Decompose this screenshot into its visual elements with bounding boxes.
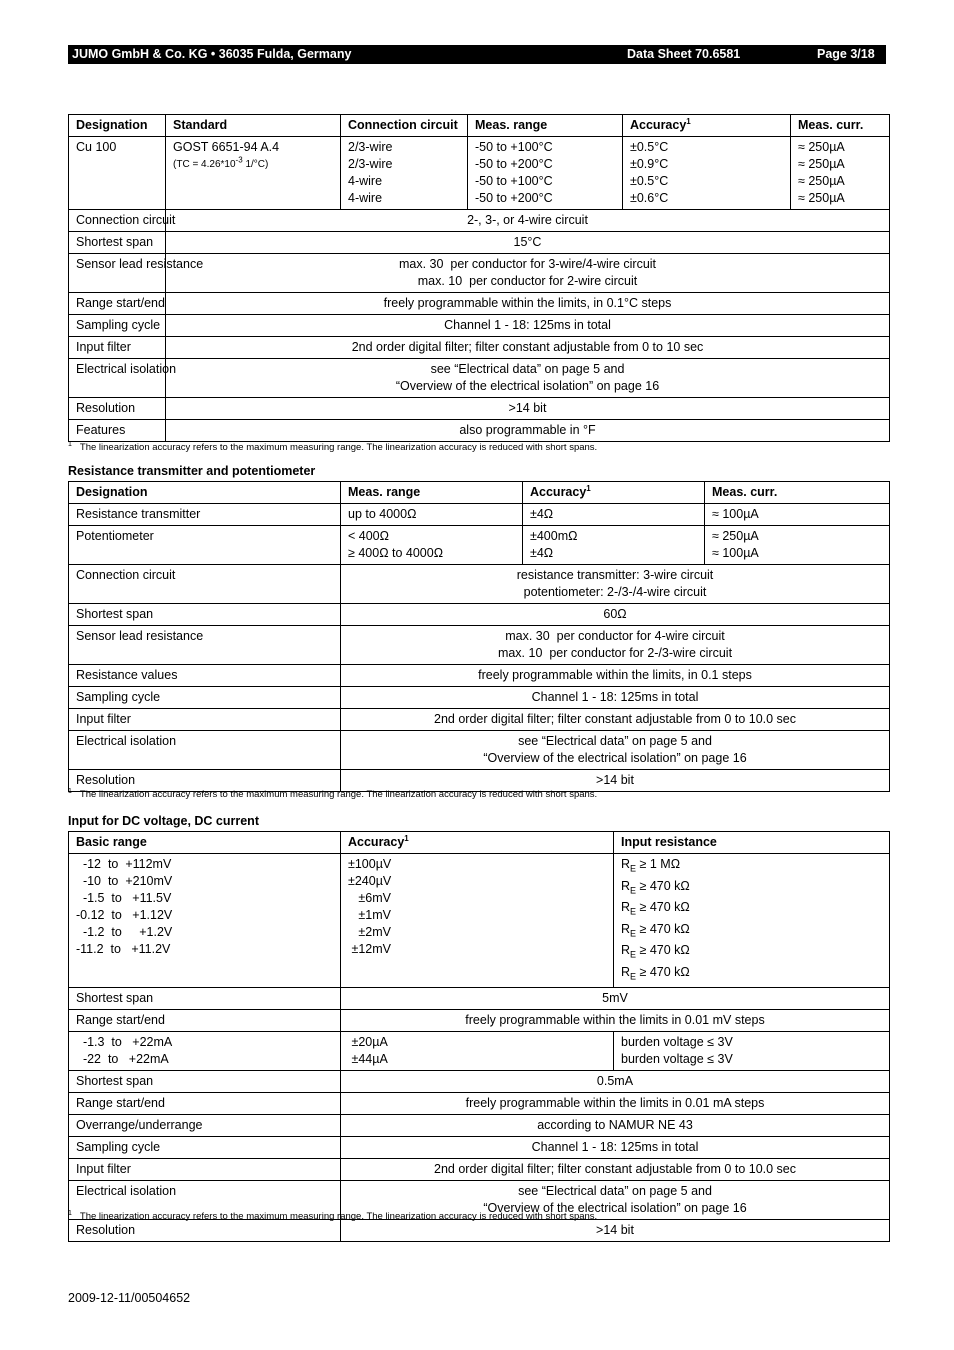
table-row [69, 398, 890, 420]
page-header [68, 45, 886, 64]
row-value: 60Ω [341, 604, 890, 626]
row-label: Sampling cycle [69, 315, 166, 337]
range-cell: -50 to +100°C -50 to +200°C -50 to +100°C -50 to +200°C [468, 137, 623, 210]
row-value: according to NAMUR NE 43 [341, 1115, 890, 1137]
footnote-mark: 1 [68, 440, 72, 448]
table-row [69, 988, 890, 1010]
page-number: Page 3/18 [817, 47, 875, 61]
row-value: >14 bit [341, 1220, 890, 1242]
col-designation: Designation [69, 482, 341, 504]
row-value: resistance transmitter: 3-wire circuit potentiometer: 2-/3-/4-wire circuit [341, 565, 890, 604]
table-row [69, 665, 890, 687]
row-label: Sensor lead resistance [69, 254, 166, 293]
resistance-table [68, 481, 890, 792]
range-cell: up to 4000Ω [341, 504, 523, 526]
table-row [69, 254, 890, 293]
table-header-row [69, 115, 890, 137]
row-label: Overrange/underrange [69, 1115, 341, 1137]
col-accuracy [523, 482, 705, 504]
row-value: Channel 1 - 18: 125ms in total [166, 315, 890, 337]
row-label: Resolution [69, 398, 166, 420]
row-value: Channel 1 - 18: 125ms in total [341, 687, 890, 709]
accuracy-cell: ±4Ω [523, 504, 705, 526]
footnote [68, 442, 597, 453]
company-name: JUMO GmbH & Co. KG • 36035 Fulda, Germany [72, 47, 352, 61]
footnote-text: The linearization accuracy refers to the maximum measuring range. The linearization accuracy is reduced with short spans. [79, 442, 598, 453]
col-input-resistance: Input resistance [614, 832, 890, 854]
table-row [69, 731, 890, 770]
table-row [69, 504, 890, 526]
footnote [68, 1211, 597, 1222]
col-meas-curr: Meas. curr. [705, 482, 890, 504]
current-ranges-cell: -1.3 to +22mA -22 to +22mA [69, 1032, 341, 1071]
table-row [69, 420, 890, 442]
row-value: max. 30 per conductor for 3-wire/4-wire circuit max. 10 per conductor for 2-wire circuit [166, 254, 890, 293]
row-label: Shortest span [69, 604, 341, 626]
row-value: freely programmable within the limits, in 0.1 steps [341, 665, 890, 687]
row-value: 2nd order digital filter; filter constant adjustable from 0 to 10.0 sec [341, 709, 890, 731]
row-label: Input filter [69, 337, 166, 359]
section-title-resistance: Resistance transmitter and potentiometer [68, 464, 316, 478]
row-value: 2-, 3-, or 4-wire circuit [166, 210, 890, 232]
col-accuracy [341, 832, 614, 854]
footnote-text: The linearization accuracy refers to the maximum measuring range. The linearization accuracy is reduced with short spans. [79, 1211, 598, 1222]
col-meas-curr: Meas. curr. [791, 115, 890, 137]
row-value: Channel 1 - 18: 125ms in total [341, 1137, 890, 1159]
table-row [69, 1071, 890, 1093]
accuracy-label: Accuracy [348, 835, 405, 849]
table-row [69, 137, 890, 210]
table-row [69, 626, 890, 665]
row-label: Sampling cycle [69, 1137, 341, 1159]
row-value: 5mV [341, 988, 890, 1010]
row-label: Range start/end [69, 1093, 341, 1115]
footnote-text: The linearization accuracy refers to the maximum measuring range. The linearization accuracy is reduced with short spans. [79, 789, 598, 800]
table-row [69, 1010, 890, 1032]
col-accuracy [623, 115, 791, 137]
accuracy-cell: ±0.5°C ±0.9°C ±0.5°C ±0.6°C [623, 137, 791, 210]
col-basic-range: Basic range [69, 832, 341, 854]
row-value: max. 30 per conductor for 4-wire circuit max. 10 per conductor for 2-/3-wire circuit [341, 626, 890, 665]
col-meas-range: Meas. range [341, 482, 523, 504]
voltage-accuracy-cell: ±100µV ±240µV ±6mV ±1mV ±2mV ±12mV [341, 854, 614, 988]
standard-text: GOST 6651-94 A.4 [173, 140, 280, 154]
row-label: Connection circuit [69, 210, 166, 232]
input-resistance-cell: $R_E \ge 1$ MΩ $R_E \ge 470$ kΩ $R_E \ge 470$ kΩ $R_E \ge 470$ kΩ $R_E \ge 470$ kΩ $R_E \ge 470$ kΩ [614, 854, 890, 988]
row-value: freely programmable within the limits, in 0.1°C steps [166, 293, 890, 315]
col-standard: Standard [166, 115, 341, 137]
range-cell: < 400Ω ≥ 400Ω to 4000Ω [341, 526, 523, 565]
table-row [69, 1159, 890, 1181]
table-row [69, 337, 890, 359]
row-label: Connection circuit [69, 565, 341, 604]
section-title-dc: Input for DC voltage, DC current [68, 814, 259, 828]
table-row [69, 709, 890, 731]
table-header-row [69, 482, 890, 504]
document-id: 2009-12-11/00504652 [68, 1291, 191, 1305]
current-cell: ≈ 250µA ≈ 250µA ≈ 250µA ≈ 250µA [791, 137, 890, 210]
footnote [68, 789, 597, 800]
table-row [69, 1220, 890, 1242]
voltage-ranges-cell: -12 to +112mV -10 to +210mV -1.5 to +11.5V -0.12 to +1.12V -1.2 to +1.2V -11.2 to +11.2V [69, 854, 341, 988]
designation-cell: Cu 100 [69, 137, 166, 210]
row-value: also programmable in °F [166, 420, 890, 442]
row-label: Electrical isolation [69, 1181, 341, 1220]
standard-cell [166, 137, 341, 210]
designation-cell: Potentiometer [69, 526, 341, 565]
row-value: 15°C [166, 232, 890, 254]
circuit-cell: 2/3-wire 2/3-wire 4-wire 4-wire [341, 137, 468, 210]
row-label: Range start/end [69, 293, 166, 315]
row-label: Input filter [69, 709, 341, 731]
row-label: Range start/end [69, 1010, 341, 1032]
row-label: Features [69, 420, 166, 442]
current-cell: ≈ 250µA ≈ 100µA [705, 526, 890, 565]
accuracy-label: Accuracy [530, 485, 587, 499]
row-value: 2nd order digital filter; filter constant adjustable from 0 to 10.0 sec [341, 1159, 890, 1181]
row-label: Shortest span [69, 1071, 341, 1093]
row-value: >14 bit [341, 770, 890, 792]
table-row [69, 687, 890, 709]
row-value: freely programmable within the limits in 0.01 mA steps [341, 1093, 890, 1115]
footnote-ref: 1 [404, 833, 409, 843]
row-value: freely programmable within the limits in 0.01 mV steps [341, 1010, 890, 1032]
footnote-ref: 1 [686, 116, 691, 126]
table-row [69, 1032, 890, 1071]
row-value: 0.5mA [341, 1071, 890, 1093]
row-label: Sensor lead resistance [69, 626, 341, 665]
row-label: Resolution [69, 770, 341, 792]
row-label: Electrical isolation [69, 359, 166, 398]
table-row [69, 604, 890, 626]
tc-note: ($TC = 4.26*10^{-3}$ 1/°C) [173, 155, 269, 170]
col-meas-range: Meas. range [468, 115, 623, 137]
burden-voltage-cell: burden voltage ≤ 3V burden voltage ≤ 3V [614, 1032, 890, 1071]
current-accuracy-cell: ±20µA ±44µA [341, 1032, 614, 1071]
row-value: 2nd order digital filter; filter constant adjustable from 0 to 10 sec [166, 337, 890, 359]
accuracy-cell: ±400mΩ ±4Ω [523, 526, 705, 565]
row-label: Resolution [69, 1220, 341, 1242]
row-label: Shortest span [69, 232, 166, 254]
row-label: Input filter [69, 1159, 341, 1181]
row-value: see “Electrical data” on page 5 and “Overview of the electrical isolation” on page 16 [166, 359, 890, 398]
table-row [69, 1093, 890, 1115]
datasheet-number: Data Sheet 70.6581 [627, 47, 741, 61]
current-cell: ≈ 100µA [705, 504, 890, 526]
table-row [69, 210, 890, 232]
row-label: Sampling cycle [69, 687, 341, 709]
footnote-ref: 1 [586, 483, 591, 493]
table-row [69, 359, 890, 398]
table-row [69, 1115, 890, 1137]
designation-cell: Resistance transmitter [69, 504, 341, 526]
footnote-mark: 1 [68, 787, 72, 795]
table-row [69, 565, 890, 604]
table-row [69, 232, 890, 254]
table-header-row [69, 832, 890, 854]
col-connection-circuit: Connection circuit [341, 115, 468, 137]
row-label: Electrical isolation [69, 731, 341, 770]
table-row [69, 315, 890, 337]
row-label: Shortest span [69, 988, 341, 1010]
row-value: see “Electrical data” on page 5 and “Overview of the electrical isolation” on page 16 [341, 1181, 890, 1220]
row-value: see “Electrical data” on page 5 and “Overview of the electrical isolation” on page 16 [341, 731, 890, 770]
col-designation: Designation [69, 115, 166, 137]
row-value: >14 bit [166, 398, 890, 420]
accuracy-label: Accuracy [630, 118, 687, 132]
dc-input-table [68, 831, 890, 1242]
table-row [69, 1137, 890, 1159]
footnote-mark: 1 [68, 1209, 72, 1217]
row-label: Resistance values [69, 665, 341, 687]
rtd-cu100-table [68, 114, 890, 442]
table-row [69, 854, 890, 988]
table-row [69, 526, 890, 565]
table-row [69, 293, 890, 315]
